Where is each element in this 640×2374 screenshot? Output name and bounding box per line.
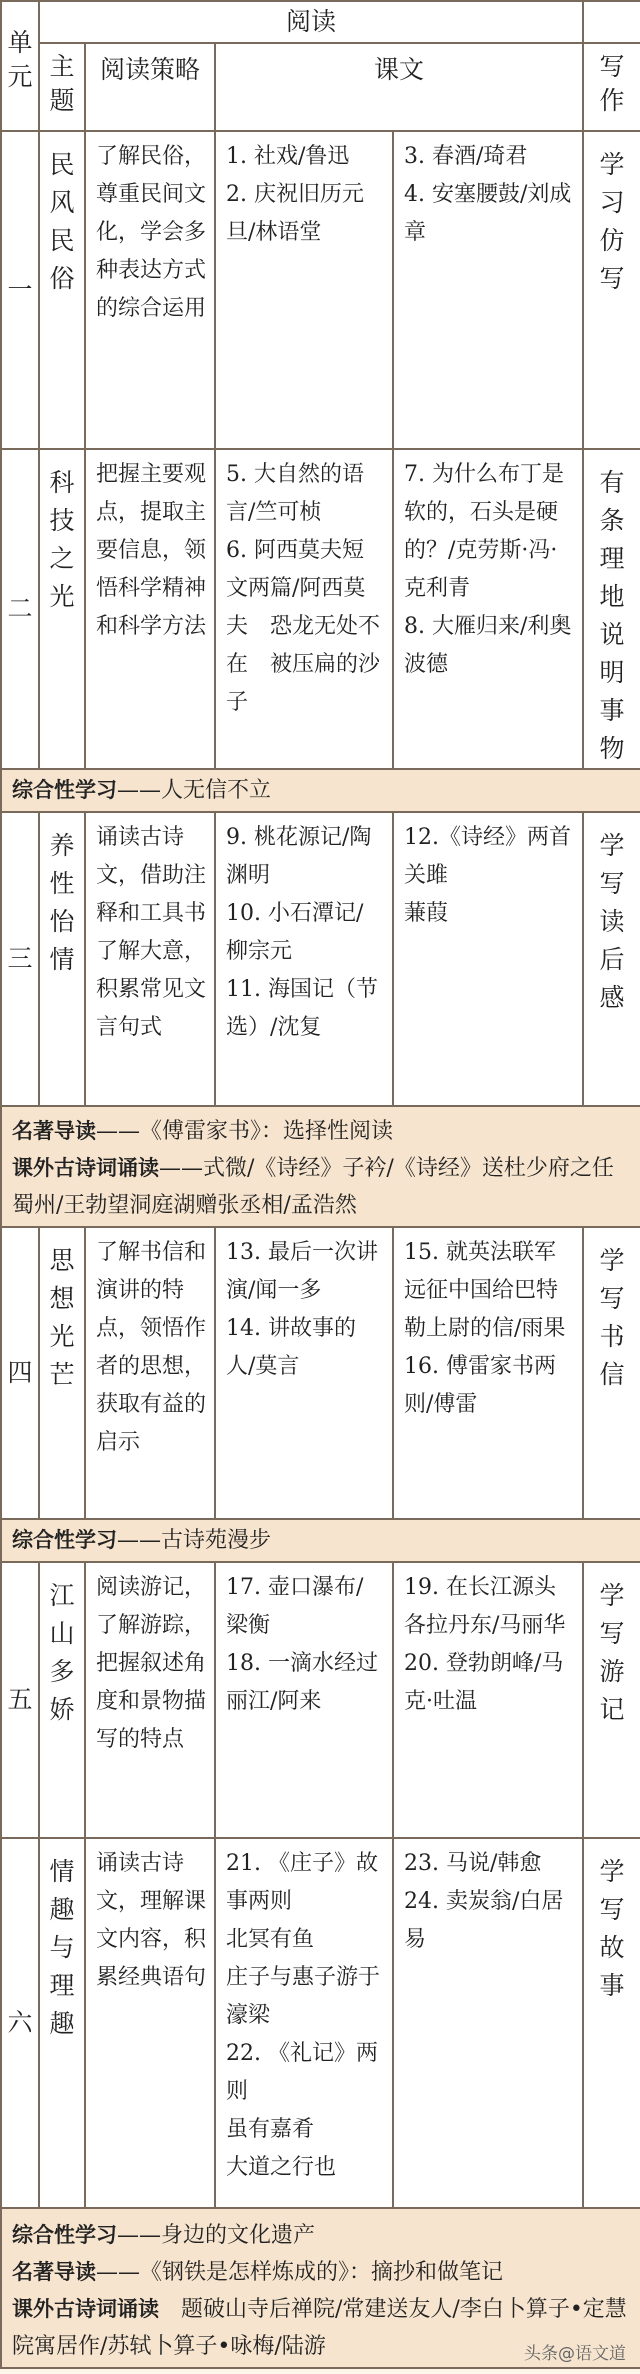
text-item: 24. 卖炭翁/白居易 <box>404 1889 564 1952</box>
unit-strategy-text: 把握主要观点，提取主要信息，领悟科学精神和科学方法 <box>96 462 207 639</box>
header-theme <box>39 43 85 131</box>
band-label: 名著导读 <box>12 2260 96 2284</box>
unit-texts-a <box>215 812 393 1106</box>
band-comprehensive-2 <box>1 1519 640 1562</box>
unit-strategy-text: 了解书信和演讲的特点，领悟作者的思想，获取有益的启示 <box>96 1240 207 1455</box>
text-item: 7. 为什么布丁是软的，石头是硬的？/克劳斯·冯·克利青 <box>404 462 564 601</box>
text-item: 20. 登勃朗峰/马克·吐温 <box>404 1651 564 1714</box>
unit-texts-a <box>215 131 393 449</box>
unit-strategy-text: 诵读古诗文，借助注释和工具书了解大意，积累常见文言句式 <box>96 825 207 1040</box>
unit-number <box>1 131 39 449</box>
unit-texts-b <box>393 1562 583 1838</box>
text-item: 14. 讲故事的人/莫言 <box>226 1316 356 1379</box>
unit-writing-text: 学写读后感 <box>599 831 625 1012</box>
band-row-1 <box>1 769 640 812</box>
text-item: 12.《诗经》两首 <box>404 825 571 850</box>
text-item: 15. 就英法联军远征中国给巴特勒上尉的信/雨果 <box>404 1240 566 1341</box>
unit-texts-b <box>393 131 583 449</box>
unit-number-text: 四 <box>7 1358 33 1387</box>
text-item: 17. 壶口瀑布/梁衡 <box>226 1575 364 1638</box>
header-theme-text: 主题 <box>49 52 75 115</box>
unit-row-1 <box>1 131 640 449</box>
text-item: 2. 庆祝旧历元旦/林语堂 <box>226 182 364 245</box>
header-unit <box>1 1 39 131</box>
band-line <box>12 2254 630 2291</box>
unit-strategy <box>85 449 215 769</box>
unit-row-2 <box>1 449 640 769</box>
unit-strategy <box>85 1227 215 1519</box>
text-item: 19. 在长江源头各拉丹东/马丽华 <box>404 1575 566 1638</box>
unit-strategy <box>85 1562 215 1838</box>
unit-row-5 <box>1 1562 640 1838</box>
text-item: 虽有嘉肴 <box>226 2117 315 2142</box>
unit-number <box>1 812 39 1106</box>
unit-writing-text: 有条理地说明事物 <box>599 468 625 763</box>
text-item: 3. 春酒/琦君 <box>404 144 528 169</box>
watermark: 头条@语文道 <box>524 2344 626 2364</box>
unit-writing <box>583 449 640 769</box>
unit-writing <box>583 1562 640 1838</box>
unit-writing-text: 学写故事 <box>599 1857 625 2000</box>
band-row-3 <box>1 1519 640 1562</box>
unit-theme-text: 思想光芒 <box>49 1246 75 1389</box>
header-writing-text: 写作 <box>599 52 625 115</box>
unit-texts-a <box>215 1838 393 2208</box>
header-texts <box>215 43 583 131</box>
unit-number-text: 三 <box>7 944 33 973</box>
unit-number-text: 一 <box>7 275 33 304</box>
unit-number <box>1 449 39 769</box>
unit-theme <box>39 812 85 1106</box>
band-text: ——身边的文化遗产 <box>117 2223 316 2248</box>
unit-theme <box>39 131 85 449</box>
text-item: 23. 马说/韩愈 <box>404 1851 542 1876</box>
text-item: 13. 最后一次讲演/闻一多 <box>226 1240 378 1303</box>
header-reading <box>39 1 583 43</box>
unit-theme-text: 科技之光 <box>49 468 75 611</box>
unit-texts-b <box>393 812 583 1106</box>
band-text: ——人无信不立 <box>117 778 272 803</box>
unit-theme <box>39 1562 85 1838</box>
unit-strategy-text: 诵读古诗文，理解课文内容，积累经典语句 <box>96 1851 207 1990</box>
unit-row-6 <box>1 1838 640 2208</box>
text-item: 蒹葭 <box>404 901 449 926</box>
band-label: 综合性学习 <box>12 2223 117 2247</box>
header-unit-text: 单元 <box>7 28 33 91</box>
unit-number <box>1 1562 39 1838</box>
header-blank <box>583 1 640 43</box>
unit-number <box>1 1838 39 2208</box>
header-row-1 <box>1 1 640 43</box>
band-line <box>12 2217 630 2254</box>
band-comprehensive-1 <box>1 769 640 812</box>
unit-number-text: 五 <box>7 1685 33 1714</box>
band-text: ——《傅雷家书》：选择性阅读 <box>96 1119 394 1144</box>
unit-writing-text: 学写书信 <box>599 1246 625 1389</box>
text-item: 9. 桃花源记/陶渊明 <box>226 825 372 888</box>
text-item: 11. 海国记（节选）/沈复 <box>226 977 378 1040</box>
unit-strategy-text: 阅读游记，了解游踪，把握叙述角度和景物描写的特点 <box>96 1575 207 1752</box>
unit-texts-a <box>215 449 393 769</box>
text-item: 5. 大自然的语言/竺可桢 <box>226 462 364 525</box>
text-item: 北冥有鱼 <box>226 1927 315 1952</box>
unit-writing <box>583 812 640 1106</box>
text-item: 18. 一滴水经过丽江/阿来 <box>226 1651 378 1714</box>
unit-writing <box>583 131 640 449</box>
text-item: 庄子与惠子游于濠梁 <box>226 1965 381 2028</box>
header-strategy <box>85 43 215 131</box>
unit-number-text: 六 <box>7 2008 33 2037</box>
band-label: 名著导读 <box>12 1119 96 1143</box>
unit-theme <box>39 1227 85 1519</box>
text-item: 16. 傅雷家书两则/傅雷 <box>404 1354 556 1417</box>
unit-strategy <box>85 131 215 449</box>
unit-row-4 <box>1 1227 640 1519</box>
unit-number <box>1 1227 39 1519</box>
text-item: 8. 大雁归来/利奥波德 <box>404 614 572 677</box>
band-text: ——古诗苑漫步 <box>117 1528 272 1553</box>
band-text: ——式微/《诗经》子衿/《诗经》送杜少府之任蜀州/王勃望洞庭湖赠张丞相/孟浩然 <box>12 1156 614 1218</box>
band-label: 课外古诗词诵读 <box>12 1156 159 1180</box>
unit-theme <box>39 449 85 769</box>
band-line <box>12 1150 630 1224</box>
unit-texts-a <box>215 1562 393 1838</box>
header-strategy-text: 阅读策略 <box>99 55 200 84</box>
text-item: 21. 《庄子》故事两则 <box>226 1851 378 1914</box>
text-item: 6. 阿西莫夫短文两篇/阿西莫夫 恐龙无处不在 被压扁的沙子 <box>226 538 381 715</box>
band-label: 综合性学习 <box>12 1528 117 1552</box>
text-item: 1. 社戏/鲁迅 <box>226 144 350 169</box>
text-item: 关雎 <box>404 863 449 888</box>
band-text: 题破山寺后禅院/常建送友人/李白卜算子•定慧院寓居作/苏轼卜算子•咏梅/陆游 <box>12 2297 627 2359</box>
unit-texts-a <box>215 1227 393 1519</box>
unit-theme-text: 江山多娇 <box>49 1581 75 1724</box>
unit-strategy-text: 了解民俗，尊重民间文化，学会多种表达方式的综合运用 <box>96 144 207 321</box>
header-reading-text: 阅读 <box>286 7 337 36</box>
unit-strategy <box>85 812 215 1106</box>
unit-theme <box>39 1838 85 2208</box>
unit-texts-b <box>393 1838 583 2208</box>
unit-theme-text: 情趣与理趣 <box>49 1857 75 2038</box>
unit-number-text: 二 <box>7 594 33 623</box>
unit-strategy <box>85 1838 215 2208</box>
unit-writing <box>583 1227 640 1519</box>
unit-writing-text: 学习仿写 <box>599 150 625 293</box>
band-label: 课外古诗词诵读 <box>12 2297 159 2321</box>
header-texts-text: 课文 <box>374 55 425 84</box>
header-row-2 <box>1 43 640 131</box>
unit-writing <box>583 1838 640 2208</box>
band-line <box>12 1113 630 1150</box>
text-item: 22. 《礼记》两则 <box>226 2041 378 2104</box>
text-item: 10. 小石潭记/柳宗元 <box>226 901 364 964</box>
band-label: 综合性学习 <box>12 778 117 802</box>
unit-texts-b <box>393 1227 583 1519</box>
text-item: 4. 安塞腰鼓/刘成章 <box>404 182 572 245</box>
unit-theme-text: 养性怡情 <box>49 831 75 974</box>
unit-writing-text: 学写游记 <box>599 1581 625 1724</box>
unit-row-3 <box>1 812 640 1106</box>
band-text: ——《钢铁是怎样炼成的》：摘抄和做笔记 <box>96 2260 504 2285</box>
band-row-2 <box>1 1106 640 1227</box>
unit-texts-b <box>393 449 583 769</box>
header-writing <box>583 43 640 131</box>
unit-theme-text: 民风民俗 <box>49 150 75 293</box>
text-item: 大道之行也 <box>226 2155 337 2180</box>
band-reading-guide-1 <box>1 1106 640 1227</box>
